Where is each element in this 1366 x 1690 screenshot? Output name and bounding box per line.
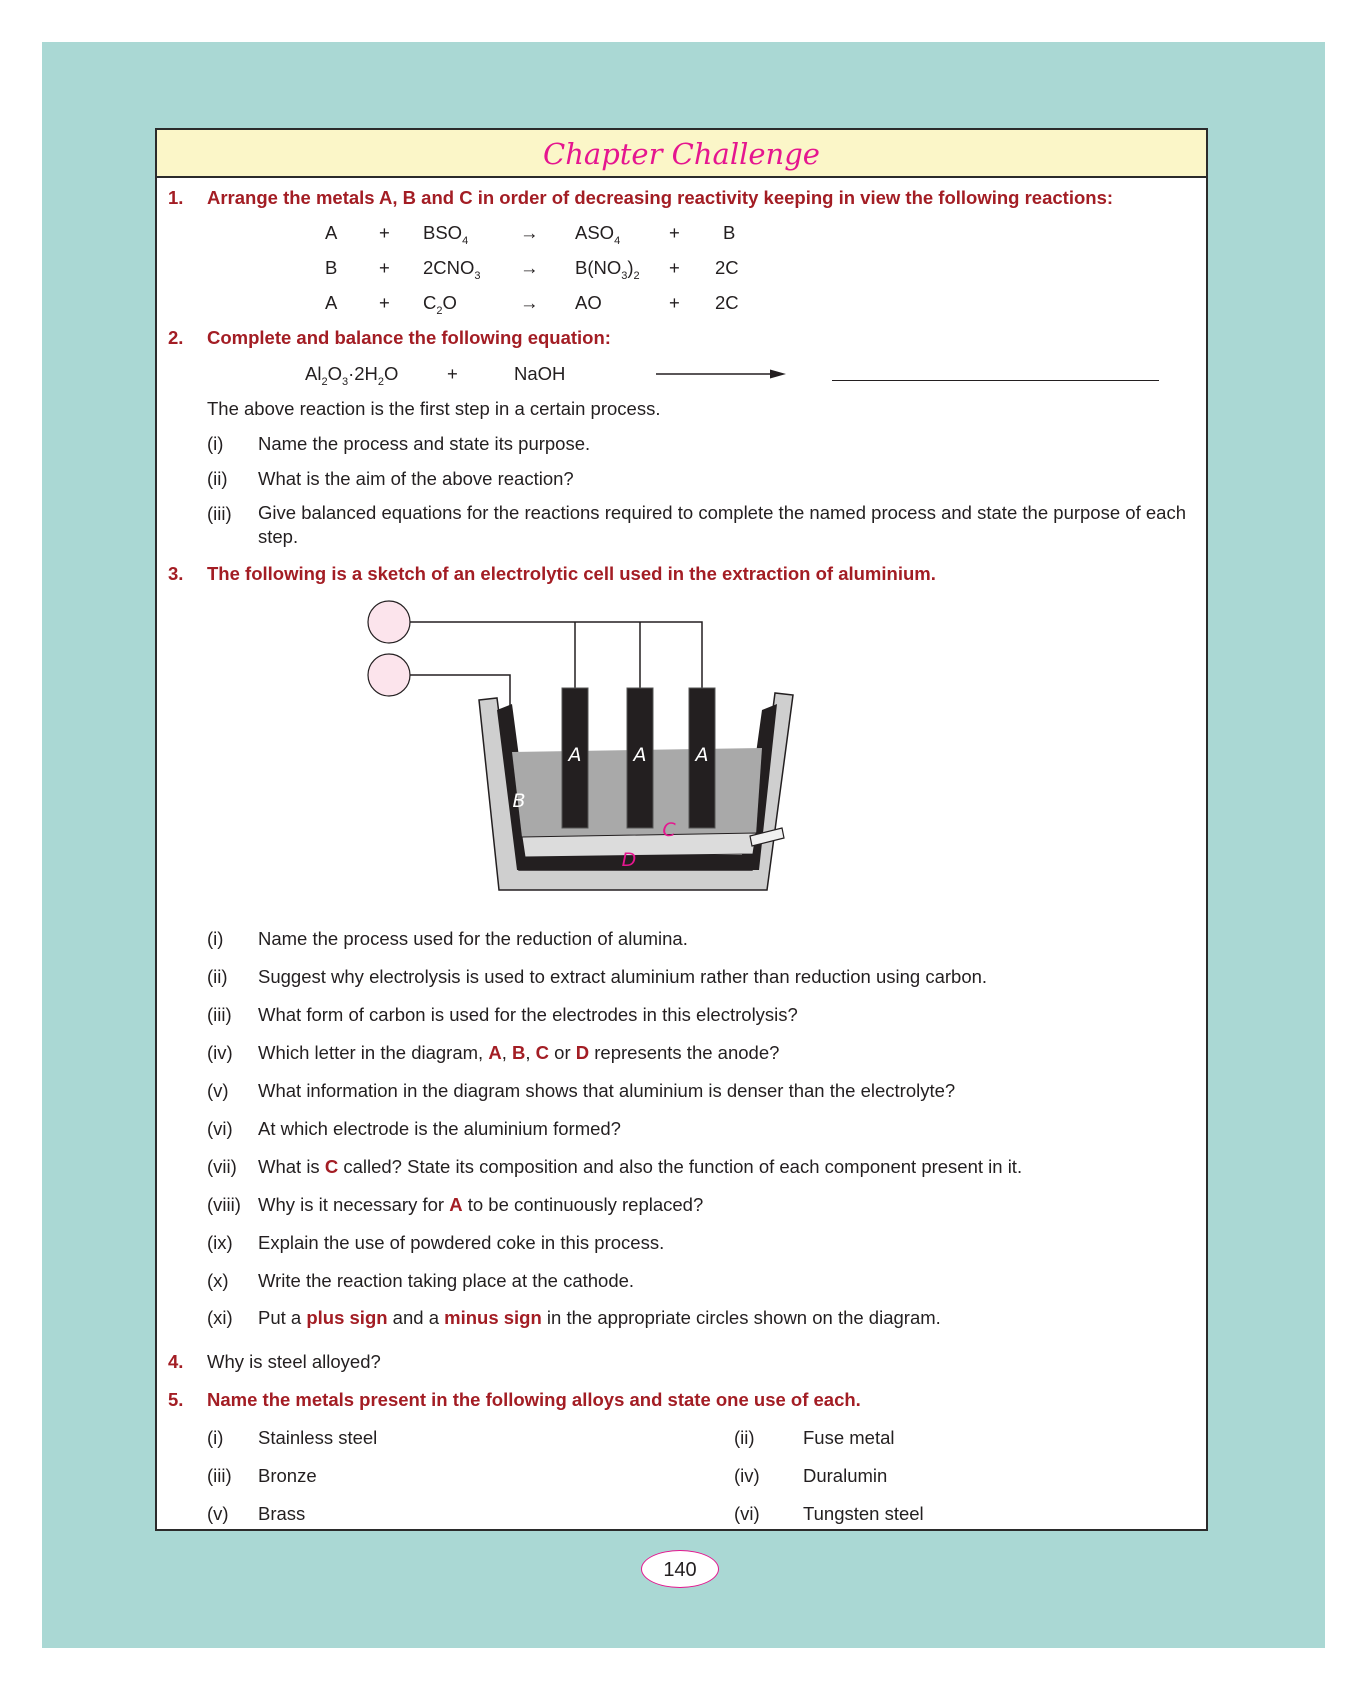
q3-part-text: Which letter in the diagram, A, B, C or D represents the anode? <box>258 1042 780 1063</box>
alloy-name: Duralumin <box>803 1465 888 1486</box>
q3-part-text: Why is it necessary for A to be continuously replaced? <box>258 1194 704 1215</box>
q2-reactant: $Al_2O_3\cdot 2H_2O$ <box>305 363 399 388</box>
terminal-circle-top[interactable] <box>368 601 410 643</box>
q1-r3-reactant: $C_2O$ <box>423 292 457 317</box>
q3-part-label: (ix) <box>207 1232 233 1253</box>
q2-part-text: Give balanced equations for the reactions required to complete the named process and state the purpose of each step. <box>258 502 1186 547</box>
page-title: Chapter Challenge <box>543 137 820 171</box>
q3-part-text: What information in the diagram shows that aluminium is denser than the electrolyte? <box>258 1080 956 1101</box>
q2-intro: The above reaction is the first step in a certain process. <box>207 398 661 419</box>
q1-r1-c1: A <box>325 222 338 243</box>
q3-part-text: At which electrode is the aluminium formed? <box>258 1118 621 1139</box>
q1-r2-c3: 2C <box>715 257 739 278</box>
molten-aluminium-d <box>522 833 756 857</box>
q1-r3-c1: A <box>325 292 338 313</box>
q2-part-label: (i) <box>207 433 224 454</box>
anode-wire <box>410 622 702 688</box>
alloy-label: (ii) <box>734 1427 755 1448</box>
q1-r2-arrow: → <box>520 257 539 278</box>
q1-r3-plus: + <box>379 292 390 313</box>
q1-r2-reactant: $2CNO_3$ <box>423 257 481 282</box>
q1-r1-arrow: → <box>520 222 539 243</box>
q2-part-label: (iii) <box>207 503 232 524</box>
q2-part-text: Name the process and state its purpose. <box>258 433 591 454</box>
q1-r2-c1: B <box>325 257 338 278</box>
q3-part-text: What form of carbon is used for the electrodes in this electrolysis? <box>258 1004 798 1025</box>
q3-part-label: (viii) <box>207 1194 241 1215</box>
header-bar <box>157 130 1206 178</box>
label-d: D <box>621 849 637 871</box>
q1-text: Arrange the metals A, B and C in order of decreasing reactivity keeping in view the following reactions: <box>207 187 1114 208</box>
alloy-label: (v) <box>207 1503 229 1524</box>
q1-number: 1. <box>168 187 184 208</box>
alloy-label: (vi) <box>734 1503 760 1524</box>
alloy-name: Brass <box>258 1503 306 1524</box>
q2-number: 2. <box>168 327 184 348</box>
q3-part-label: (i) <box>207 928 224 949</box>
q3-part-label: (v) <box>207 1080 229 1101</box>
answer-blank-line <box>832 380 1159 381</box>
q2-naoh: NaOH <box>514 363 566 384</box>
reaction-arrow <box>656 366 786 382</box>
label-a: A <box>568 744 582 766</box>
chapter-challenge-box <box>155 128 1208 1531</box>
q3-part-label: (xi) <box>207 1307 233 1328</box>
q3-part-label: (iv) <box>207 1042 233 1063</box>
q4-number: 4. <box>168 1351 184 1372</box>
q1-r2-plus2: + <box>669 257 680 278</box>
label-c: C <box>662 819 676 841</box>
electrolytic-cell-diagram <box>367 600 887 900</box>
alloy-label: (iv) <box>734 1465 760 1486</box>
label-b: B <box>512 790 526 812</box>
q3-part-text: Write the reaction taking place at the cathode. <box>258 1270 635 1291</box>
q2-plus: + <box>447 363 458 384</box>
alloy-label: (i) <box>207 1427 224 1448</box>
label-a: A <box>695 744 709 766</box>
q1-r2-plus: + <box>379 257 390 278</box>
q1-r3-arrow: → <box>520 292 539 313</box>
q1-r1-product: $ASO_4$ <box>575 222 621 247</box>
q2-part-label: (ii) <box>207 468 228 489</box>
q1-r3-product: AO <box>575 292 602 313</box>
q1-r3-plus2: + <box>669 292 680 313</box>
q1-r2-product: $B(NO_3)_2$ <box>575 257 640 282</box>
alloy-name: Stainless steel <box>258 1427 378 1448</box>
q1-r1-reactant: $BSO_4$ <box>423 222 469 247</box>
q3-part-label: (iii) <box>207 1004 232 1025</box>
q3-part-text: What is C called? State its composition and also the function of each component present in it. <box>258 1156 1023 1177</box>
q1-r1-plus: + <box>379 222 390 243</box>
alloy-name: Bronze <box>258 1465 317 1486</box>
q3-part-label: (ii) <box>207 966 228 987</box>
alloy-label: (iii) <box>207 1465 232 1486</box>
q3-part-label: (vii) <box>207 1156 237 1177</box>
q3-text: The following is a sketch of an electrolytic cell used in the extraction of aluminium. <box>207 563 936 584</box>
page-number: 140 <box>641 1550 719 1588</box>
q3-part-text: Suggest why electrolysis is used to extract aluminium rather than reduction using carbon. <box>258 966 988 987</box>
alloy-name: Tungsten steel <box>803 1503 924 1524</box>
q3-part-label: (x) <box>207 1270 229 1291</box>
terminal-circle-bottom[interactable] <box>368 654 410 696</box>
q5-number: 5. <box>168 1389 184 1410</box>
q5-text: Name the metals present in the following alloys and state one use of each. <box>207 1389 861 1410</box>
q1-r3-c3: 2C <box>715 292 739 313</box>
q3-part-label: (vi) <box>207 1118 233 1139</box>
q3-number: 3. <box>168 563 184 584</box>
q4-text: Why is steel alloyed? <box>207 1351 381 1372</box>
q1-r1-plus2: + <box>669 222 680 243</box>
q1-r1-c3: B <box>723 222 736 243</box>
q2-text: Complete and balance the following equation: <box>207 327 611 348</box>
q3-part-text: Explain the use of powdered coke in this process. <box>258 1232 665 1253</box>
label-a: A <box>633 744 647 766</box>
q2-part-text: What is the aim of the above reaction? <box>258 468 574 489</box>
q3-part-text: Name the process used for the reduction of alumina. <box>258 928 688 949</box>
alloy-name: Fuse metal <box>803 1427 895 1448</box>
q3-part-text: Put a plus sign and a minus sign in the appropriate circles shown on the diagram. <box>258 1307 941 1328</box>
